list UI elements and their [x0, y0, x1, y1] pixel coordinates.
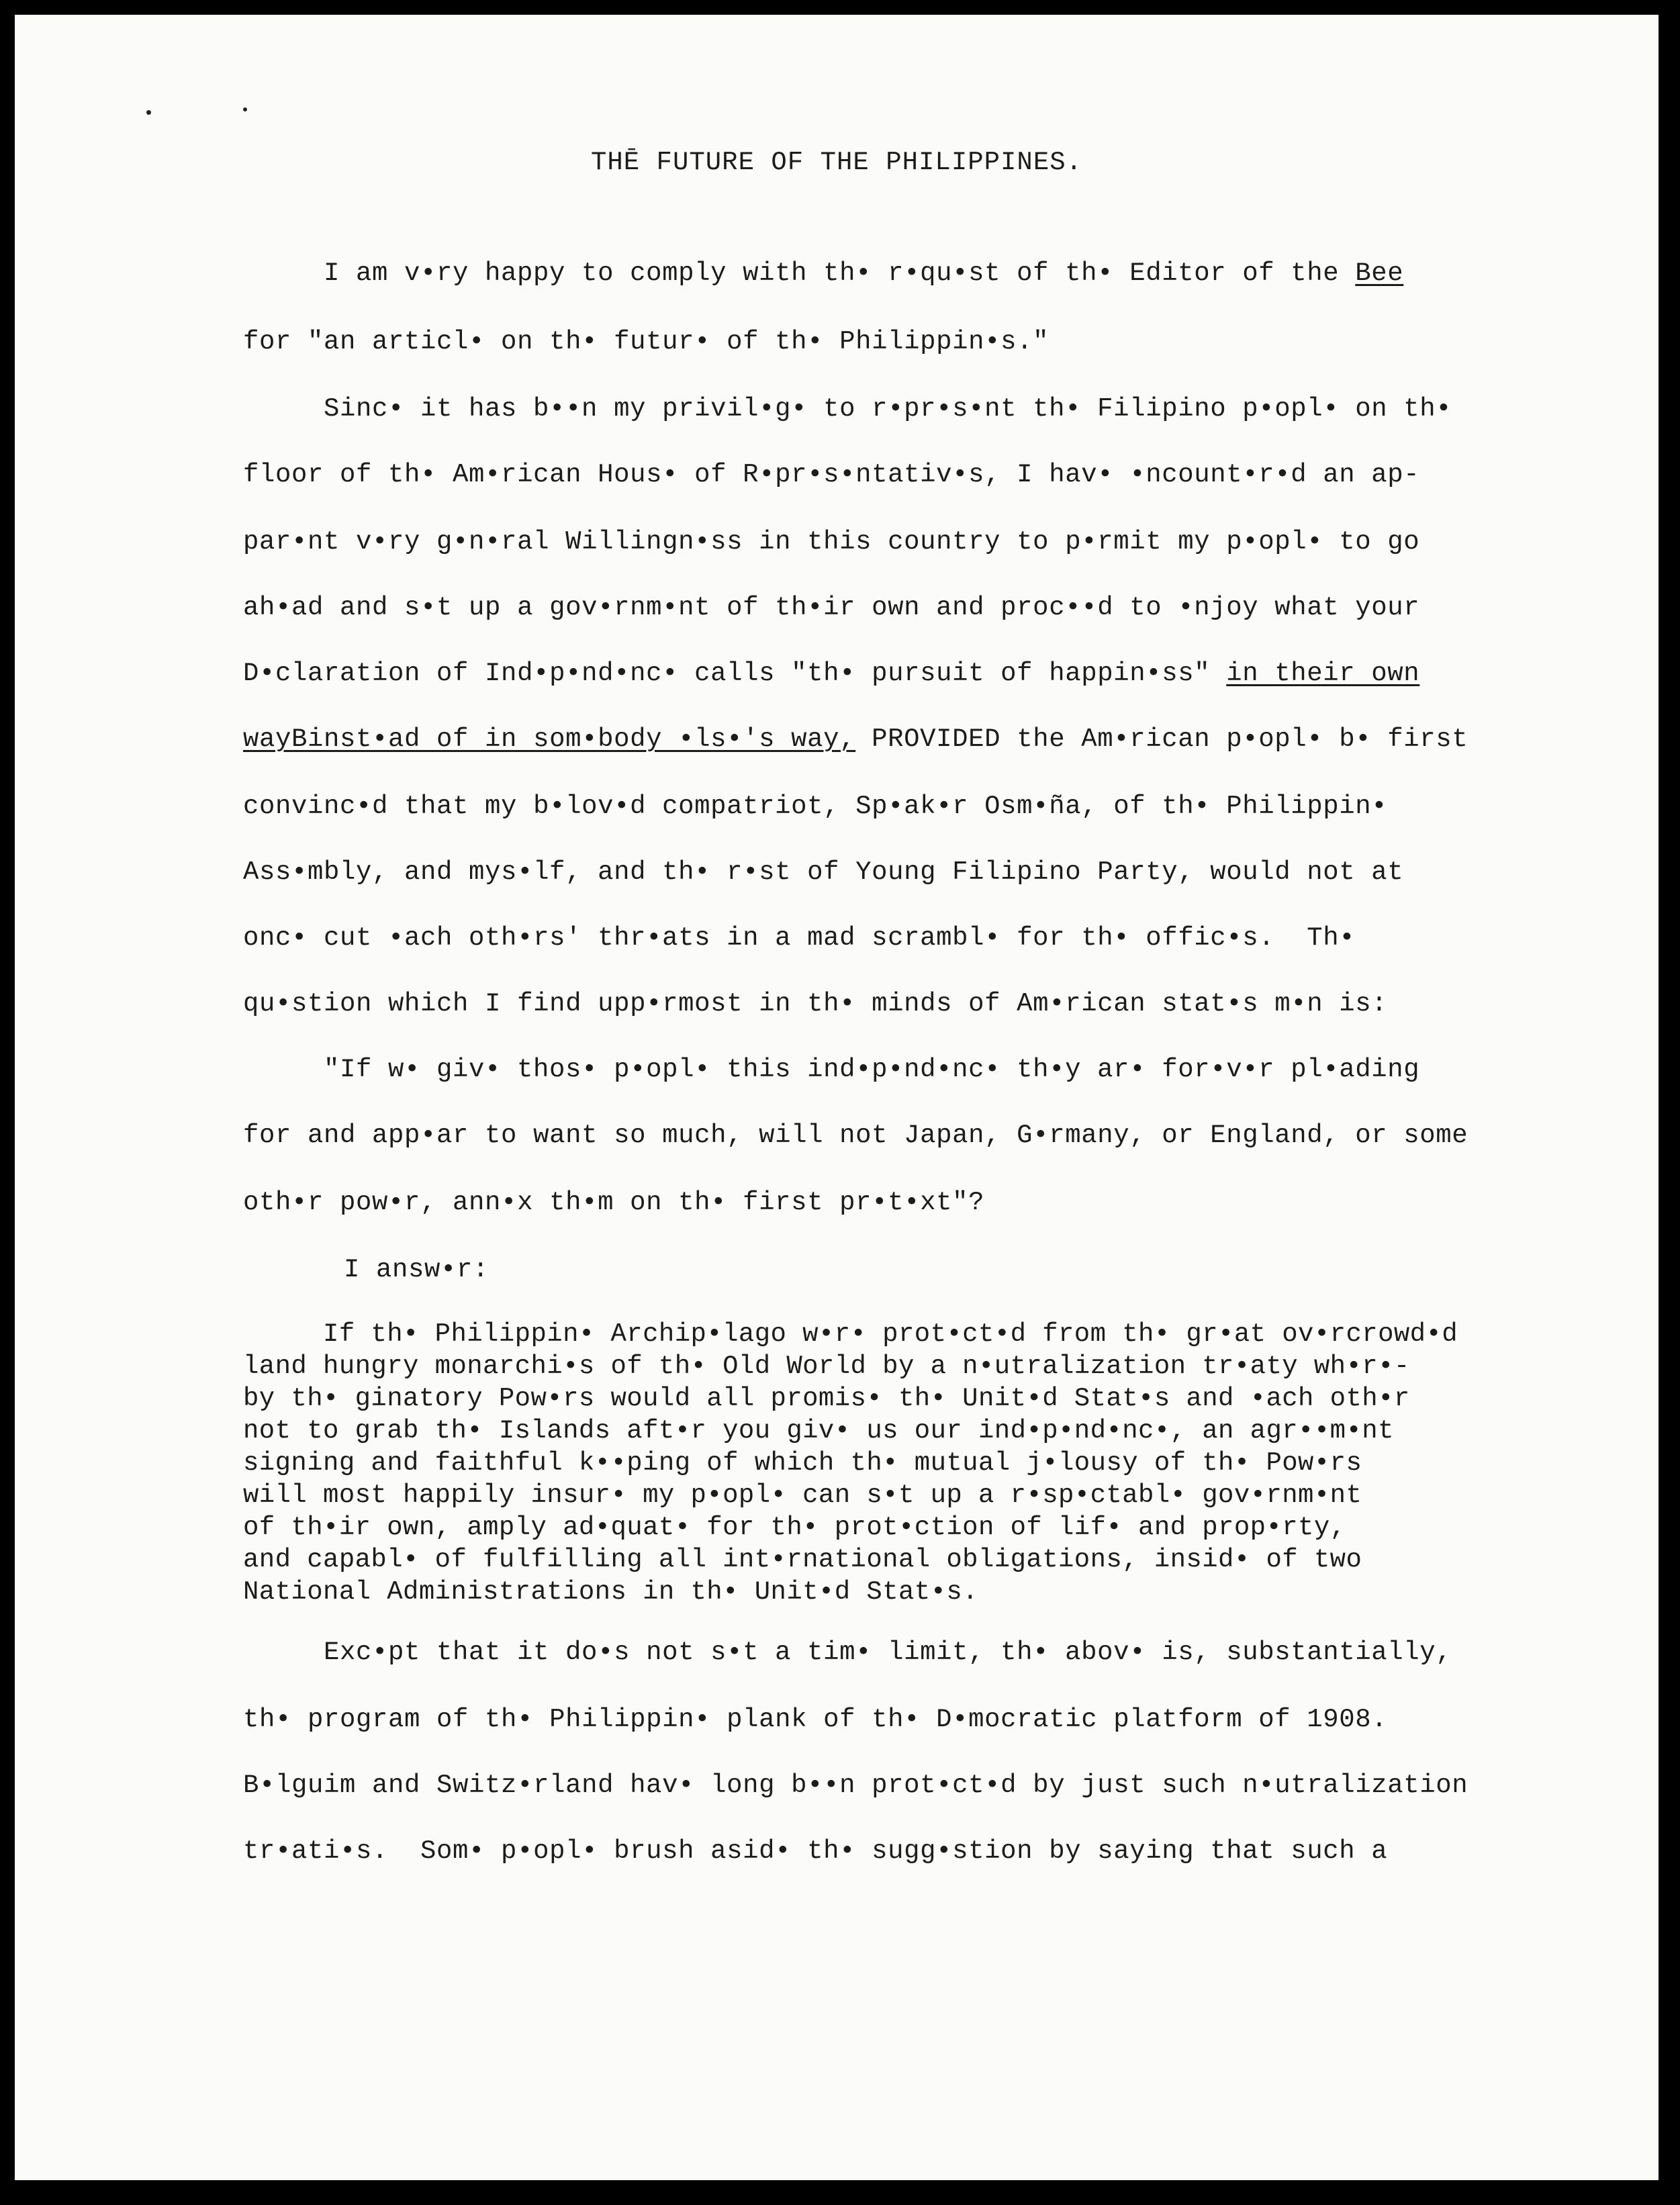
paragraph-line: Exc•pt that it do•s not s•t a tim• limit, th• abov• is, substantially,: [324, 1638, 1452, 1667]
paragraph-line: onc• cut •ach oth•rs' thr•ats in a mad scrambl• for th• offic•s. Th•: [243, 923, 1356, 953]
paragraph-text: I am v•ry happy to comply with th• r•qu•st of th• Editor of the: [324, 259, 1356, 288]
underlined-text: wayBinst•ad of in som•body •ls•'s way,: [243, 724, 856, 754]
ink-dot: [243, 107, 247, 111]
underlined-text: Bee: [1355, 259, 1404, 288]
paragraph-line: floor of th• Am•rican Hous• of R•pr•s•ntativ•s, I hav• •ncount•r•d an ap-: [243, 460, 1420, 489]
paragraph-line: for and app•ar to want so much, will not Japan, G•rmany, or England, or some: [243, 1121, 1468, 1150]
paragraph-line: "If w• giv• thos• p•opl• this ind•p•nd•nc• th•y ar• for•v•r pl•ading: [324, 1055, 1420, 1084]
paragraph-line: oth•r pow•r, ann•x th•m on th• first pr•t•xt"?: [243, 1188, 985, 1217]
paragraph-line: convinc•d that my b•lov•d compatriot, Sp•ak•r Osm•ña, of th• Philippin•: [243, 792, 1388, 821]
quote-line: of th•ir own, amply ad•quat• for th• prot•ction of lif• and prop•rty,: [243, 1513, 1346, 1542]
paragraph-text: D•claration of Ind•p•nd•nc• calls "th• pursuit of happin•ss": [243, 659, 1227, 688]
paragraph-line: for "an articl• on th• futur• of th• Philippin•s.": [243, 327, 1049, 357]
quote-line: If th• Philippin• Archip•lago w•r• prot•ct•d from th• gr•at ov•rcrowd•d: [243, 1319, 1458, 1349]
ink-dot: [146, 110, 151, 115]
paragraph-line: [324, 261, 1403, 287]
paragraph-line: qu•stion which I find upp•rmost in th• minds of Am•rican stat•s m•n is:: [243, 989, 1388, 1019]
quote-line: will most happily insur• my p•opl• can s•t up a r•sp•ctabl• gov•rnm•nt: [243, 1481, 1362, 1510]
quote-line: and capabl• of fulfilling all int•rnational obligations, insid• of two: [243, 1545, 1362, 1575]
quote-line: by th• ginatory Pow•rs would all promis• th• Unit•d Stat•s and •ach oth•r: [243, 1384, 1410, 1413]
document-body: [15, 15, 1659, 2180]
quote-line: not to grab th• Islands aft•r you giv• us our ind•p•nd•nc•, an agr••m•nt: [243, 1416, 1394, 1446]
quote-line: signing and faithful k••ping of which th• mutual j•lousy of th• Pow•rs: [243, 1448, 1362, 1478]
paragraph-text: PROVIDED the Am•rican p•opl• b• first: [855, 724, 1468, 754]
paragraph-line: Ass•mbly, and mys•lf, and th• r•st of Young Filipino Party, would not at: [243, 857, 1404, 887]
paragraph-line: [243, 726, 1468, 753]
answer-label: I answ•r:: [344, 1255, 489, 1284]
document-page: [15, 15, 1659, 2180]
paragraph-line: par•nt v•ry g•n•ral Willingn•ss in this country to p•rmit my p•opl• to go: [243, 527, 1420, 557]
quote-line: National Administrations in th• Unit•d Stat•s.: [243, 1577, 978, 1607]
paragraph-line: B•lguim and Switz•rland hav• long b••n prot•ct•d by just such n•utralization: [243, 1771, 1468, 1800]
paragraph-line: [243, 661, 1419, 687]
paragraph-line: tr•ati•s. Som• p•opl• brush asid• th• sugg•stion by saying that such a: [243, 1836, 1388, 1866]
paragraph-line: th• program of th• Philippin• plank of th• D•mocratic platform of 1908.: [243, 1705, 1388, 1734]
underlined-text: in their own: [1226, 659, 1420, 688]
page-title: THĒ FUTURE OF THE PHILIPPINES.: [590, 148, 1083, 177]
quote-line: land hungry monarchi•s of th• Old World by a n•utralization tr•aty wh•r•-: [243, 1352, 1410, 1381]
paragraph-line: Sinc• it has b••n my privil•g• to r•pr•s•nt th• Filipino p•opl• on th•: [324, 394, 1452, 424]
paragraph-line: ah•ad and s•t up a gov•rnm•nt of th•ir own and proc••d to •njoy what your: [243, 593, 1420, 622]
